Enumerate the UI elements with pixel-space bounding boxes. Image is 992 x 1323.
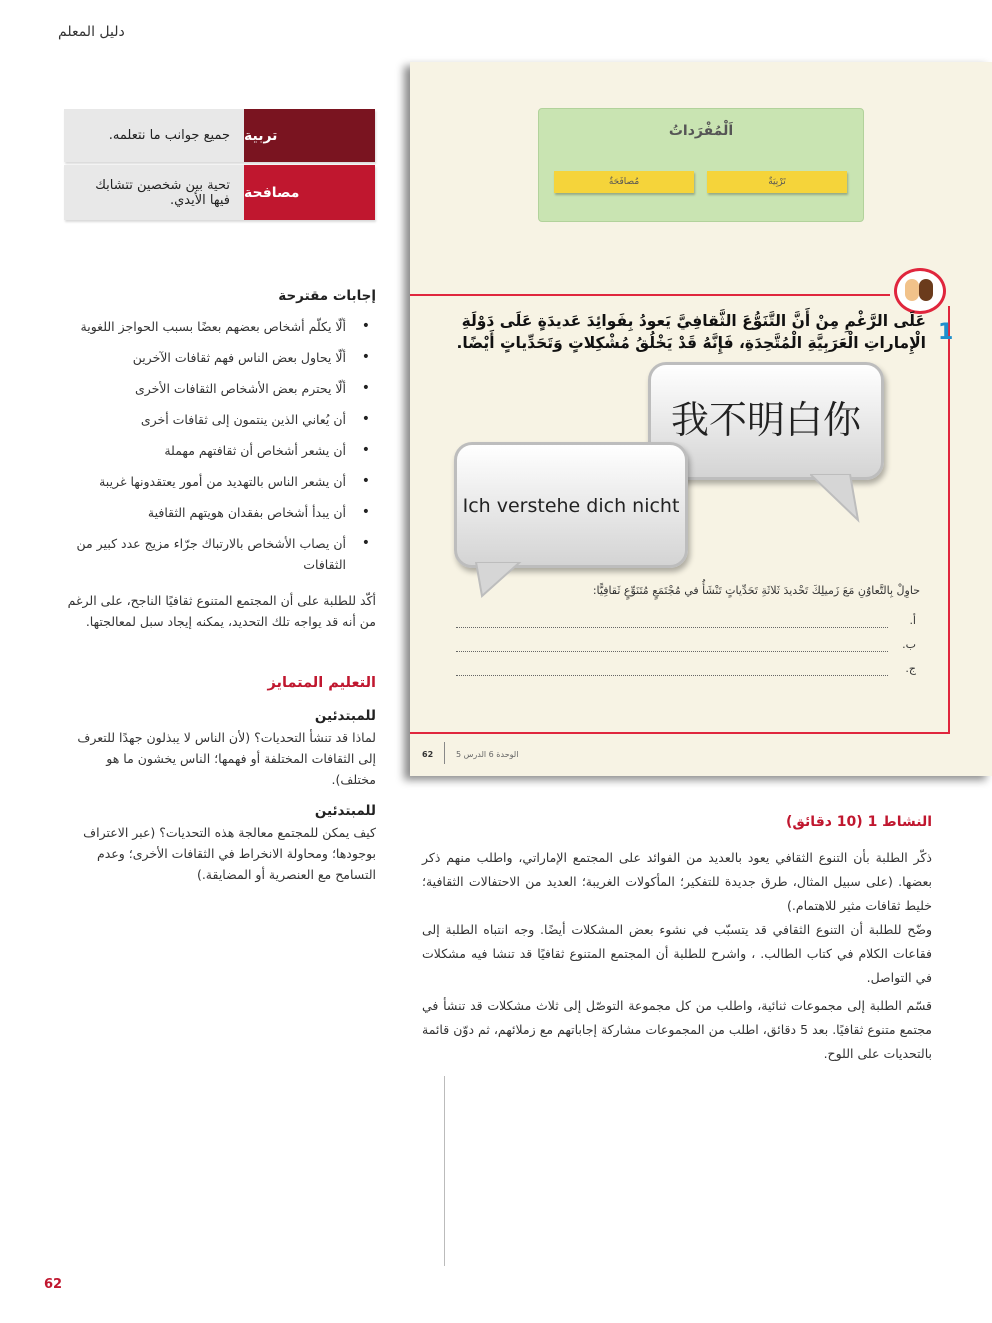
list-item: • ألّا يحاول بعض الناس فهم ثقافات الآخرين (64, 347, 376, 368)
list-item: • أن يُعاني الذين ينتمون إلى ثقافات أخرى (64, 409, 376, 430)
group-title: للمبتدئين (314, 708, 376, 724)
student-page-number: 62 (422, 750, 434, 759)
answer-line (456, 616, 916, 630)
guide-title: دليل المعلم (58, 24, 125, 40)
student-figure-icon (919, 279, 933, 301)
exercise-frame-top (410, 294, 890, 296)
vocab-term: مصافحة (244, 165, 375, 220)
list-item: • أن يشعر الناس بالتهديد من أمور يعتقدونها غريبة (64, 471, 376, 492)
differentiation-heading: التعليم المتمايز (267, 675, 376, 691)
exercise-instruction: حاوِلْ بِالتَّعاوُنِ مَعَ زَميلِكَ تَحْديدَ ثَلاثَةِ تَحَدِّياتٍ تَنْشَأُ في مُجْتَمَعٍ مُتَنَوِّعٍ ثَقافِيًّا: (592, 584, 920, 597)
bubble-tail-icon (810, 474, 870, 524)
activity-paragraph: ذكّر الطلبة بأن التنوع الثقافي يعود بالعديد من الفوائد على المجتمع الإماراتي، واطلب منهم ذكر بعضها. (على سبيل المثال، طرق جديدة للتفكير؛ المأكولات الغريبة؛ العديد من الاحتفالات الثقافية؛ خليط ثقافات مثير للاهتمام.) (422, 850, 932, 913)
answer-line (456, 640, 916, 654)
activity-paragraph: قسّم الطلبة إلى مجموعات ثنائية، واطلب من كل مجموعة التوصّل إلى ثلاث مشكلات قد تنشأ في مجتمع متنوع ثقافيًا. بعد 5 دقائق، اطلب من المجموعات مشاركة إجاباتهم مع زملائهم، ثم دوّن قائمة بالتحديات على اللوح. (422, 998, 932, 1061)
exercise-text: عَلَى الرَّغْمِ مِنْ أَنَّ التَّنَوُّعَ الثَّقافِيَّ يَعودُ بِفَوائِدَ عَديدَةٍ عَلَى دَوْلَةِ الْإِماراتِ الْعَرَبِيَّةِ الْمُتَّحِدَةِ، فَإِنَّهُ قَدْ يَخْلُقُ مُشْكِلاتٍ وَتَحَدِّياتٍ أَيْضًا. (456, 312, 926, 352)
vocab-table (64, 109, 375, 223)
activity-heading: النشاط 1 (10 دقائق) (786, 814, 932, 830)
students-icon (894, 268, 946, 314)
vocab-definition: جميع جوانب ما نتعلمه. (64, 109, 244, 162)
bubble-text: 我不明白你 (670, 398, 861, 442)
teacher-note: أكّد للطلبة على أن المجتمع المتنوع ثقافيًا الناجح، على الرغم من أنه قد يواجه تلك التحديد، يمكنه إيجاد سبل لمعالجتها. (67, 593, 376, 629)
footer-divider (444, 742, 445, 764)
dotted-line (456, 627, 888, 628)
exercise-number: 1 (938, 320, 954, 345)
page-number: 62 (44, 1277, 63, 1292)
vocab-chip: مُصافَحَةٌ (554, 171, 694, 193)
bubble-text: Ich verstehe dich nicht (462, 495, 680, 517)
list-item: • ألّا يكلّم أشخاص بعضهم بعضًا بسبب الحواجز اللغوية (64, 316, 376, 337)
vocab-box (538, 108, 864, 222)
list-item: • ألّا يحترم بعض الأشخاص الثقافات الأخرى (64, 378, 376, 399)
answer-label: ج. (905, 662, 916, 675)
speech-bubble-german (454, 442, 688, 568)
vocab-row (64, 165, 375, 220)
dotted-line (456, 651, 888, 652)
activity-paragraph: وضّح للطلبة أن التنوع الثقافي قد يتسبّب في نشوء بعض المشكلات أيضًا. وجه انتباه الطلبة إلى فقاعات الكلام في كتاب الطالب. ، واشرح للطلبة أن المجتمع المتنوع ثقافيًا قد تنشا فيه مشكلات في التواصل. (422, 922, 932, 985)
list-item: • أن يشعر أشخاص أن ثقافتهم مهملة (64, 440, 376, 461)
answer-label: ب. (902, 638, 916, 651)
answers-list (64, 316, 376, 585)
list-item: • أن يصاب الأشخاص بالارتباك جرّاء مزيج عدد كبير من الثقافات (64, 533, 376, 575)
student-page-unit: الوحدة 6 الدرس 5 (456, 750, 519, 759)
exercise-frame-bottom (410, 732, 950, 734)
dotted-line (456, 675, 888, 676)
group-title: للمبتدئين (314, 803, 376, 819)
column-divider (444, 1076, 445, 1266)
vocab-chip: تَرْبِيَةٌ (707, 171, 847, 193)
answers-heading: إجابات مقترحة (278, 288, 376, 304)
vocab-row (64, 109, 375, 162)
vocab-term: تربية (244, 109, 375, 162)
list-item: • أن يبدأ أشخاص بفقدان هويتهم الثقافية (64, 502, 376, 523)
answer-line (456, 664, 916, 678)
vocab-box-title: اَلْمُفْرَداتُ (668, 123, 734, 139)
exercise-frame-right (948, 306, 950, 734)
answer-label: أ. (909, 614, 916, 627)
student-figure-icon (905, 279, 919, 301)
student-page (410, 62, 992, 776)
vocab-definition: تحية بين شخصين تتشابك فيها الأيدي. (64, 165, 244, 220)
group-text: لماذا قد تنشأ التحديات؟ (لأن الناس لا يبذلون جهدًا للتعرف إلى الثقافات المختلفة أو فهمها؛ الناس يخشون ما هو مختلف). (77, 730, 376, 787)
group-text: كيف يمكن للمجتمع معالجة هذه التحديات؟ (عبر الاعتراف بوجودها؛ ومحاولة الانخراط في الثقافات الأخرى؛ وعدم التسامح مع العنصرية أو المضايقة.) (83, 825, 376, 882)
